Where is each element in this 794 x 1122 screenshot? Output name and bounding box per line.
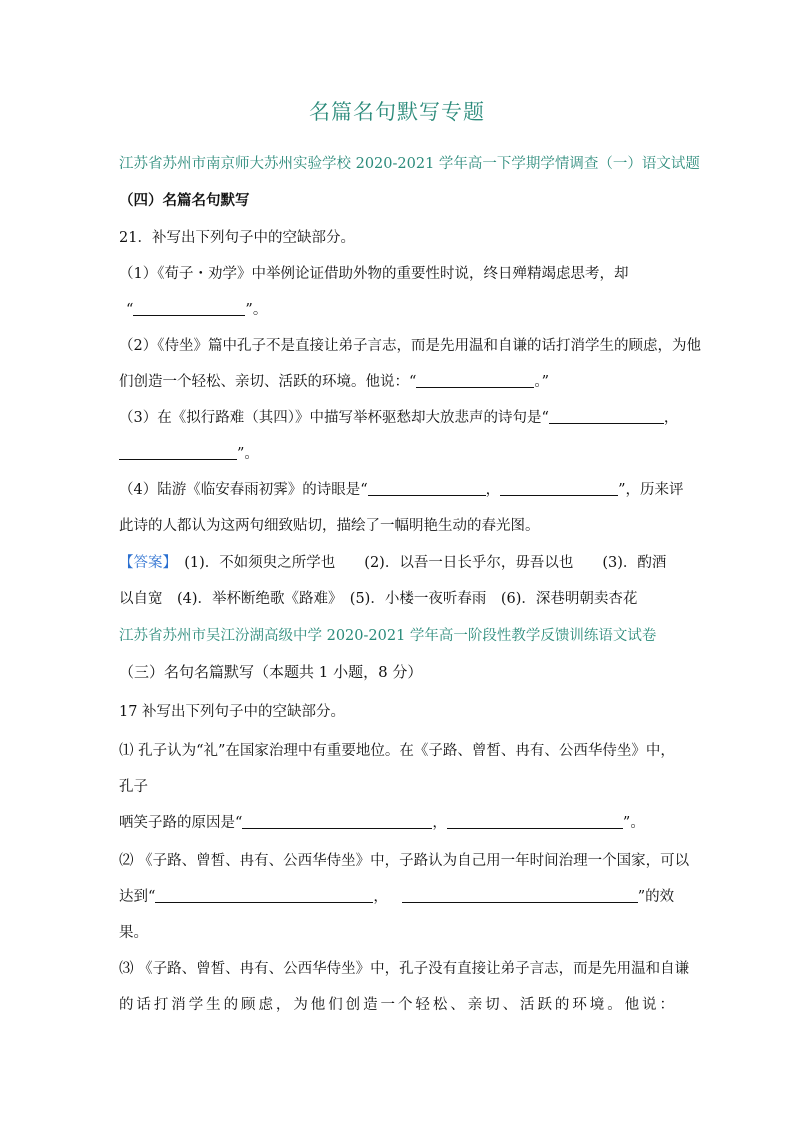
- section-heading-2: （三）名句名篇默写（本题共 1 小题，8 分）: [119, 663, 423, 681]
- answer-blank[interactable]: [155, 888, 373, 903]
- answer-blank[interactable]: [549, 409, 664, 424]
- page-title: 名篇名句默写专题: [309, 100, 485, 124]
- answer-blank[interactable]: [242, 814, 432, 829]
- q21-item-2-line-2: 们创造一个轻松、亲切、活跃的环境。他说：“ 。”: [119, 374, 550, 390]
- section-heading-1: （四）名篇名句默写: [119, 192, 250, 209]
- answer-blank[interactable]: [416, 373, 534, 388]
- question-17-stem: 17 补写出下列句子中的空缺部分。: [119, 704, 346, 720]
- q17-item-1-text: ⑴ 孔子认为“礼”在国家治理中有重要地位。在《子路、曾皙、冉有、公西华侍坐》中，: [119, 743, 675, 759]
- answer-blank[interactable]: [447, 814, 623, 829]
- q21-item-4-line-2: 此诗的人都认为这两句细致贴切，描绘了一幅明艳生动的春光图。: [119, 518, 540, 534]
- q21-item-1-text: （1）《荀子・劝学》中举例论证借助外物的重要性时说，终日殚精竭虑思考，却: [119, 266, 629, 282]
- answer-blank[interactable]: [402, 888, 638, 903]
- q17-item-3-line-2: 的话打消学生的顾虑，为他们创造一个轻松、亲切、活跃的环境。他说：: [119, 997, 674, 1013]
- answer-blank[interactable]: [133, 301, 245, 316]
- q17-item-1-line-2: 孔子: [119, 779, 148, 795]
- answer-blank[interactable]: [500, 481, 618, 496]
- q21-item-3-text: （3）在《拟行路难（其四）》中描写举杯驱愁却大放悲声的诗句是“ ，: [119, 410, 679, 426]
- q17-item-1-line-3: 哂笑子路的原因是“ ， ”。: [119, 815, 645, 831]
- answer-tag: 【答案】: [119, 555, 170, 571]
- q17-item-2-line-3: 果。: [119, 925, 148, 941]
- q21-item-4-text: （4）陆游《临安春雨初霁》的诗眼是“ ， ”，历来评: [119, 482, 684, 498]
- q21-item-1-blank-line: “ ”。: [126, 302, 268, 318]
- answer-blank[interactable]: [119, 445, 237, 460]
- q21-item-2-text: （2）《侍坐》篇中孔子不是直接让弟子言志，而是先用温和自谦的话打消学生的顾虑，为他: [119, 338, 701, 354]
- q17-item-3-text: ⑶ 《子路、曾皙、冉有、公西华侍坐》中，孔子没有直接让弟子言志，而是先用温和自谦: [119, 961, 690, 977]
- q17-item-2-text: ⑵ 《子路、曾皙、冉有、公西华侍坐》中，子路认为自己用一年时间治理一个国家，可以: [119, 853, 690, 869]
- q21-item-3-line-2: ”。: [119, 442, 259, 463]
- source-heading-2: 江苏省苏州市吴江汾湖高级中学 2020-2021 学年高一阶段性教学反馈训练语文试卷: [119, 628, 657, 644]
- answer-line-2: 以自宽 (4)．举杯断绝歌《路难》 (5)．小楼一夜听春雨 (6)．深巷明朝卖杏花: [119, 591, 638, 607]
- answer-blank[interactable]: [368, 481, 486, 496]
- source-heading-1: 江苏省苏州市南京师大苏州实验学校 2020-2021 学年高一下学期学情调查（一）语文试题: [119, 156, 700, 172]
- question-21-stem: 21．补写出下列句子中的空缺部分。: [119, 230, 355, 246]
- answer-line-1: 【答案】 (1)．不如须臾之所学也 (2)．以吾一日长乎尔，毋吾以也 (3)．酌酒: [119, 555, 667, 571]
- q17-item-2-line-2: 达到“ ， ”的效: [119, 889, 675, 905]
